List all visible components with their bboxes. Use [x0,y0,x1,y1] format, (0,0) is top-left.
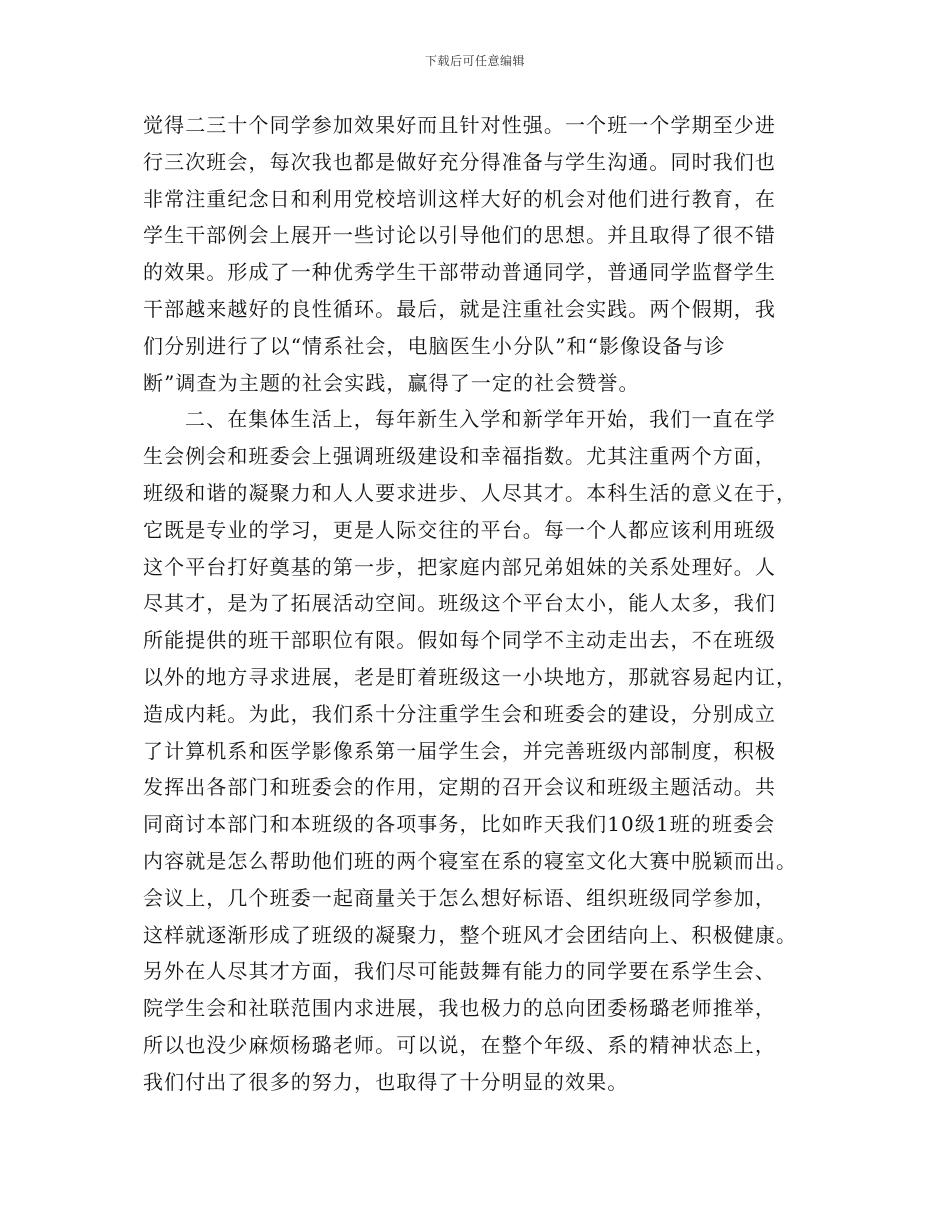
text-line: 班级和谐的凝聚力和人人要求进步、人尽其才。本科生活的意义在于， [143,480,798,505]
text-line: 造成内耗。为此，我们系十分注重学生会和班委会的建设，分别成立 [143,701,776,726]
text-line: 院学生会和社联范围内求进展，我也极力的总向团委杨璐老师推举， [143,996,776,1021]
text-line: 们分别进行了以“情系社会，电脑医生小分队”和“影像设备与诊 [143,333,726,358]
text-line: 这样就逐渐形成了班级的凝聚力，整个班风才会团结向上、积极健康。 [143,922,798,947]
text-line: 另外在人尽其才方面，我们尽可能鼓舞有能力的同学要在系学生会、 [143,959,776,984]
text-line: 这个平台打好奠基的第一步，把家庭内部兄弟姐妹的关系处理好。人 [143,554,776,579]
text-line: 了计算机系和医学影像系第一届学生会，并完善班级内部制度，积极 [143,738,776,763]
text-line: 内容就是怎么帮助他们班的两个寝室在系的寝室文化大赛中脱颖而出。 [143,848,798,873]
text-line: 以外的地方寻求进展，老是盯着班级这一小块地方，那就容易起内讧， [143,664,798,689]
text-line: 行三次班会，每次我也都是做好充分得准备与学生沟通。同时我们也 [143,149,776,174]
text-line: 它既是专业的学习，更是人际交往的平台。每一个人都应该利用班级 [143,517,776,542]
text-line: 尽其才，是为了拓展活动空间。班级这个平台太小，能人太多，我们 [143,591,776,616]
text-line: 所能提供的班干部职位有限。假如每个同学不主动走出去，不在班级 [143,628,776,653]
text-line: 干部越来越好的良性循环。最后，就是注重社会实践。两个假期，我 [143,296,776,321]
text-line: 学生干部例会上展开一些讨论以引导他们的思想。并且取得了很不错 [143,223,776,248]
text-line: 发挥出各部门和班委会的作用，定期的召开会议和班级主题活动。共 [143,775,776,800]
paragraph-start-line: 二、在集体生活上，每年新生入学和新学年开始，我们一直在学 [185,407,776,432]
text-line: 觉得二三十个同学参加效果好而且针对性强。一个班一个学期至少进 [143,113,776,137]
text-line: 断”调查为主题的社会实践，赢得了一定的社会赞誉。 [143,370,640,395]
page-header: 下载后可任意编辑 [424,54,525,68]
text-line: 会议上，几个班委一起商量关于怎么想好标语、组织班级同学参加， [143,885,776,910]
body-text [143,107,823,1101]
text-line: 非常注重纪念日和利用党校培训这样大好的机会对他们进行教育，在 [143,186,776,211]
text-line: 生会例会和班委会上强调班级建设和幸福指数。尤其注重两个方面， [143,444,776,469]
text-line: 我们付出了很多的努力，也取得了十分明显的效果。 [143,1069,629,1094]
text-line: 的效果。形成了一种优秀学生干部带动普通同学，普通同学监督学生 [143,260,776,285]
text-line: 所以也没少麻烦杨璐老师。可以说，在整个年级、系的精神状态上， [143,1032,776,1057]
text-line: 同商讨本部门和本班级的各项事务，比如昨天我们10级1班的班委会 [143,812,776,837]
